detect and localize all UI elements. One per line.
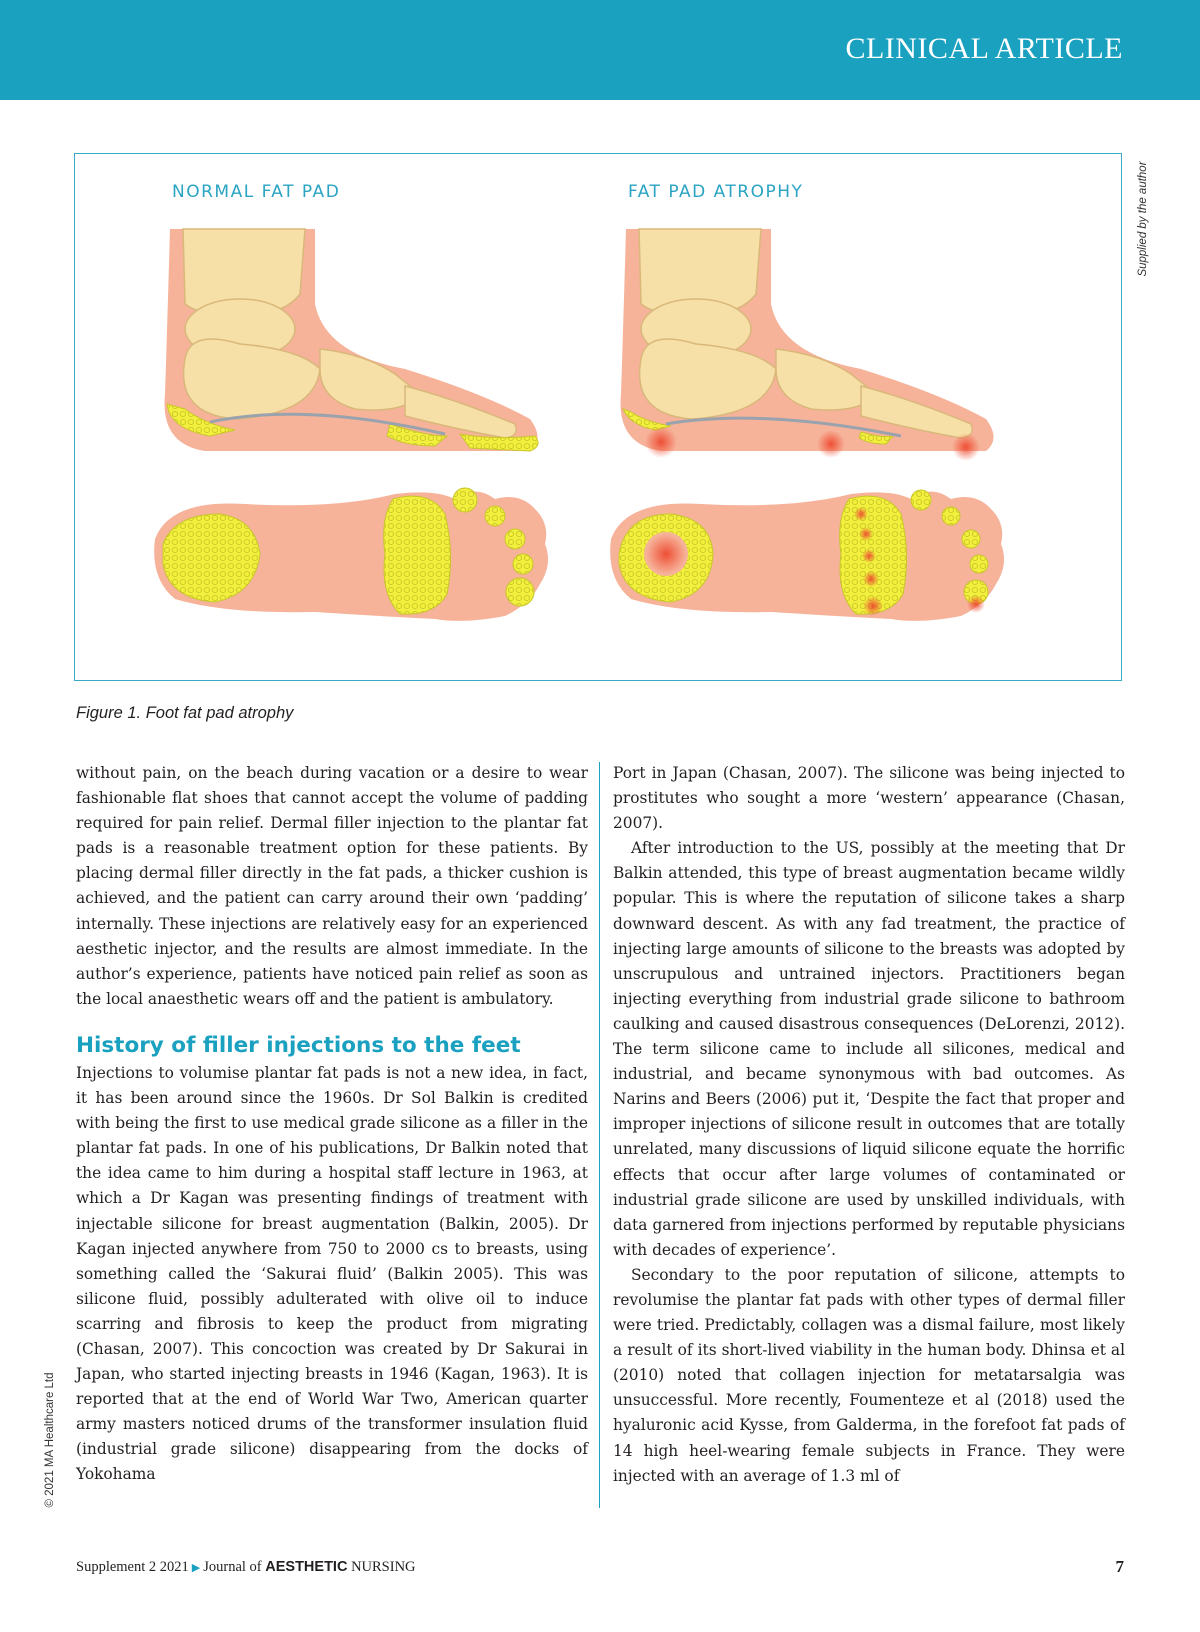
paragraph: Secondary to the poor reputation of silicone, attempts to revolumise the plantar fat pads with other types of dermal filler were tried. Predictably, collagen was a dismal failure, most likely a result of its short-lived viability in the human body. Dhinsa et al (2010) noted that collagen injection for metatarsalgia was unsuccessful. More recently, Foumenteze et al (2018) used the hyaluronic acid Kysse, from Galderma, in the forefoot fat pads of 14 high heel-wearing female subjects in France. They were injected with an average of 1.3 ml of bbox=[613, 1265, 1125, 1485]
paragraph: without pain, on the beach during vacation or a desire to wear fashionable flat shoes that cannot accept the volume of padding required for pain relief. Dermal filler injection to the plantar fat pads is a reasonable treatment option for these patients. By placing dermal filler directly in the fat pads, a thicker cushion is achieved, and the patient can carry around their own ‘padding’ internally. These injections are relatively easy for an experienced aesthetic injector, and the results are almost immediate. In the author’s experience, patients have noticed pain relief as soon as the local anaesthetic wears off and the patient is ambulatory. bbox=[76, 764, 588, 1008]
atrophy-foot-plantar-view bbox=[610, 490, 1004, 621]
figure-caption: Figure 1. Foot fat pad atrophy bbox=[76, 704, 294, 722]
left-column bbox=[76, 761, 588, 1488]
normal-foot-side-view bbox=[165, 229, 539, 451]
triangle-right-icon: ▶ bbox=[191, 1562, 201, 1574]
foot-illustration bbox=[75, 154, 1121, 680]
normal-foot-plantar-view bbox=[154, 488, 548, 621]
journal-prefix: Journal of bbox=[203, 1559, 262, 1575]
footer bbox=[76, 1559, 416, 1576]
figure-1 bbox=[74, 153, 1122, 681]
copyright-text: © 2021 MA Healthcare Ltd bbox=[44, 1372, 56, 1508]
right-column bbox=[613, 761, 1125, 1489]
image-credit-text: Supplied by the author bbox=[1137, 161, 1149, 277]
issue-label: Supplement 2 2021 bbox=[76, 1559, 189, 1575]
header-banner bbox=[0, 0, 1200, 100]
copyright-notice bbox=[40, 1360, 60, 1520]
column-divider bbox=[599, 762, 600, 1508]
atrophy-foot-side-view bbox=[621, 229, 994, 461]
paragraph: After introduction to the US, possibly at the meeting that Dr Balkin attended, this type of breast augmentation became wildly popular. This is where the reputation of silicone takes a sharp downward descent. As with any fad treatment, the practice of injecting large amounts of silicone to the breasts was adopted by unscrupulous and untrained injectors. Practitioners began injecting everything from industrial grade silicone to bathroom caulking and caused disastrous consequences (DeLorenzi, 2012). The term silicone came to include all silicones, medical and industrial, and became synonymous with bad outcomes. As Narins and Beers (2006) put it, ‘Despite the fact that proper and improper injections of silicone result in outcomes that are totally unrelated, many discussions of liquid silicone equate the horrific effects that occur after large volumes of contaminated or industrial grade silicone are used by unskilled individuals, with data garnered from injections performed by reputable physicians with decades of experience’. bbox=[613, 839, 1125, 1259]
journal-suffix: NURSING bbox=[351, 1559, 416, 1575]
section-heading: History of filler injections to the feet bbox=[76, 1032, 521, 1058]
section-title: CLINICAL ARTICLE bbox=[845, 32, 1123, 65]
paragraph: Port in Japan (Chasan, 2007). The silicone was being injected to prostitutes who sought a more ‘western’ appearance (Chasan, 2007). bbox=[613, 764, 1125, 833]
figure-label-atrophy: FAT PAD ATROPHY bbox=[628, 182, 804, 202]
figure-label-normal: NORMAL FAT PAD bbox=[172, 182, 341, 202]
page-number: 7 bbox=[1115, 1557, 1124, 1576]
journal-name-bold: AESTHETIC bbox=[265, 1559, 348, 1575]
paragraph: Injections to volumise plantar fat pads is not a new idea, in fact, it has been around since the 1960s. Dr Sol Balkin is credited with being the first to use medical grade silicone as a filler in the plantar fat pads. In one of his publications, Dr Balkin noted that the idea came to him during a hospital staff lecture in 1963, at which a Dr Kagan was presenting findings of treatment with injectable silicone for breast augmentation (Balkin, 2005). Dr Kagan injected anywhere from 750 to 2000 cs to breasts, using something called the ‘Sakurai fluid’ (Balkin 2005). This was silicone fluid, possibly adulterated with olive oil to induce scarring and fibrosis to keep the product from migrating (Chasan, 2007). This concoction was created by Dr Sakurai in Japan, who started injecting breasts in 1946 (Kagan, 1963). It is reported that at the end of World War Two, American quarter army masters noticed drums of the transformer insulation fluid (industrial grade silicone) disappearing from the docks of Yokohama bbox=[76, 1063, 588, 1484]
image-credit bbox=[1133, 154, 1153, 284]
